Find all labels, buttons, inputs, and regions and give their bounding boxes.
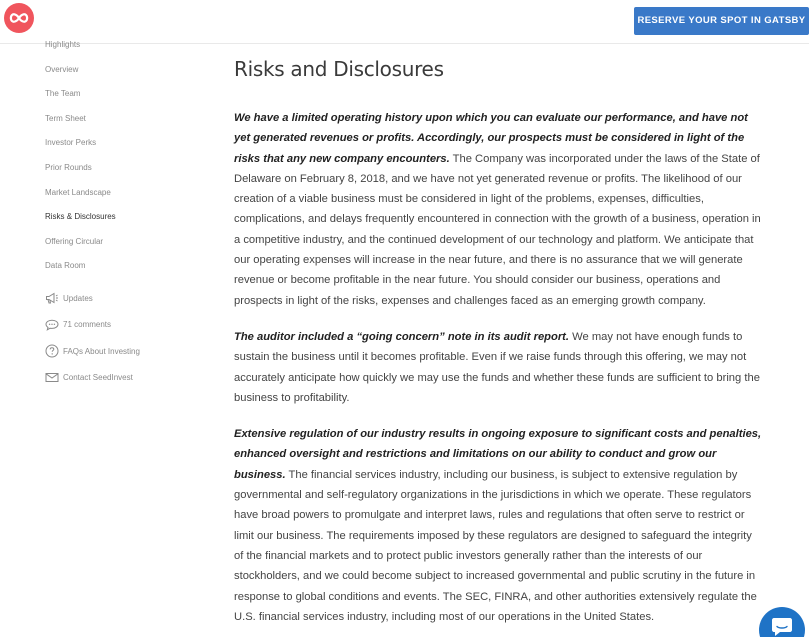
risk-paragraph <box>234 424 764 627</box>
risk-body: The financial services industry, including our business, is subject to extensive regulation by governmental and self-regulatory organizations in the jurisdictions in which we operate. These regulators have broad powers to promulgate and interpret laws, rules and regulations that often serve to restrict or limit our business. The requirements imposed by these regulators are designed to safeguard the integrity of the financial markets and to protect public investors generally rather than the interests of our stockholders, and we could become subject to increased governmental and public scrutiny in the future in response to global conditions and events. The SEC, FINRA, and other authorities extensively regulate the U.S. financial services industry, including most of our operations in the United States. <box>234 468 757 623</box>
infinity-logo-icon[interactable] <box>4 3 34 33</box>
risk-paragraph <box>234 327 764 408</box>
sidebar-action-faqs[interactable] <box>45 338 215 365</box>
sidebar-item-the-team[interactable]: The Team <box>45 89 81 99</box>
contact-label: Contact SeedInvest <box>63 373 133 383</box>
sidebar-item-prior-rounds[interactable]: Prior Rounds <box>45 162 92 172</box>
risk-body: The Company was incorporated under the laws of the State of Delaware on February 8, 2018, and we have not yet generated revenue or profits. The likelihood of our creation of a viable business must be considered in light of the problems, expenses, difficulties, complications, and delays frequently encountered in connection with the growth of a business, operation in a competitive industry, and the continued development of our technology and platform. We anticipate that our operating expenses will increase in the near future, and there is no assurance that we will generate revenue or become profitable in the near future. You should consider our business, operations and prospects in light of the risks, expenses and challenges faced as an emerging growth company. <box>234 152 761 307</box>
sidebar-action-contact[interactable] <box>45 364 215 391</box>
risk-paragraph <box>234 108 764 311</box>
faqs-label: FAQs About Investing <box>63 346 140 356</box>
risk-heading: The auditor included a “going concern” note in its audit report. <box>234 330 570 343</box>
sidebar-item-investor-perks[interactable]: Investor Perks <box>45 138 97 148</box>
sidebar-item-data-room[interactable]: Data Room <box>45 261 86 271</box>
main-content <box>234 56 764 627</box>
updates-label: Updates <box>63 293 93 303</box>
sidebar-item-term-sheet[interactable]: Term Sheet <box>45 113 86 123</box>
sidebar-item-offering-circular[interactable]: Offering Circular <box>45 236 104 246</box>
risk-heading: We have a limited operating history upon which you can evaluate our performance, and have not yet generated revenues or profits. Accordingly, our prospects must be considered in light of the risks that any new company encounters. <box>234 112 748 165</box>
sidebar-item-risks-disclosures[interactable]: Risks & Disclosures <box>45 212 116 222</box>
risk-body: We may not have enough funds to sustain the business until it becomes profitable. Even if we raise funds through this offering, we may not accurately anticipate how quickly we may use the funds and whether these funds are sufficient to bring the business to profitability. <box>234 330 760 404</box>
megaphone-icon <box>45 291 59 305</box>
sidebar-action-comments[interactable] <box>45 311 215 338</box>
risk-heading: Extensive regulation of our industry results in ongoing exposure to significant costs and penalties, enhanced oversight and restrictions and limitations on our ability to conduct and grow our business. <box>234 428 762 481</box>
envelope-icon <box>45 371 59 385</box>
chat-launcher-button[interactable] <box>759 607 805 637</box>
question-circle-icon <box>45 344 59 358</box>
sidebar-action-updates[interactable] <box>45 285 215 312</box>
comments-label: 71 comments <box>63 320 112 330</box>
sidebar-item-highlights[interactable]: Highlights <box>45 40 81 49</box>
sidebar-item-market-landscape[interactable]: Market Landscape <box>45 187 111 197</box>
reserve-spot-button[interactable]: RESERVE YOUR SPOT IN GATSBY <box>634 7 809 35</box>
speech-bubble-icon <box>45 318 59 332</box>
chat-bubble-icon <box>771 617 793 637</box>
sidebar-nav <box>45 36 215 391</box>
page-title: Risks and Disclosures <box>234 57 444 81</box>
sidebar-item-overview[interactable]: Overview <box>45 64 79 74</box>
